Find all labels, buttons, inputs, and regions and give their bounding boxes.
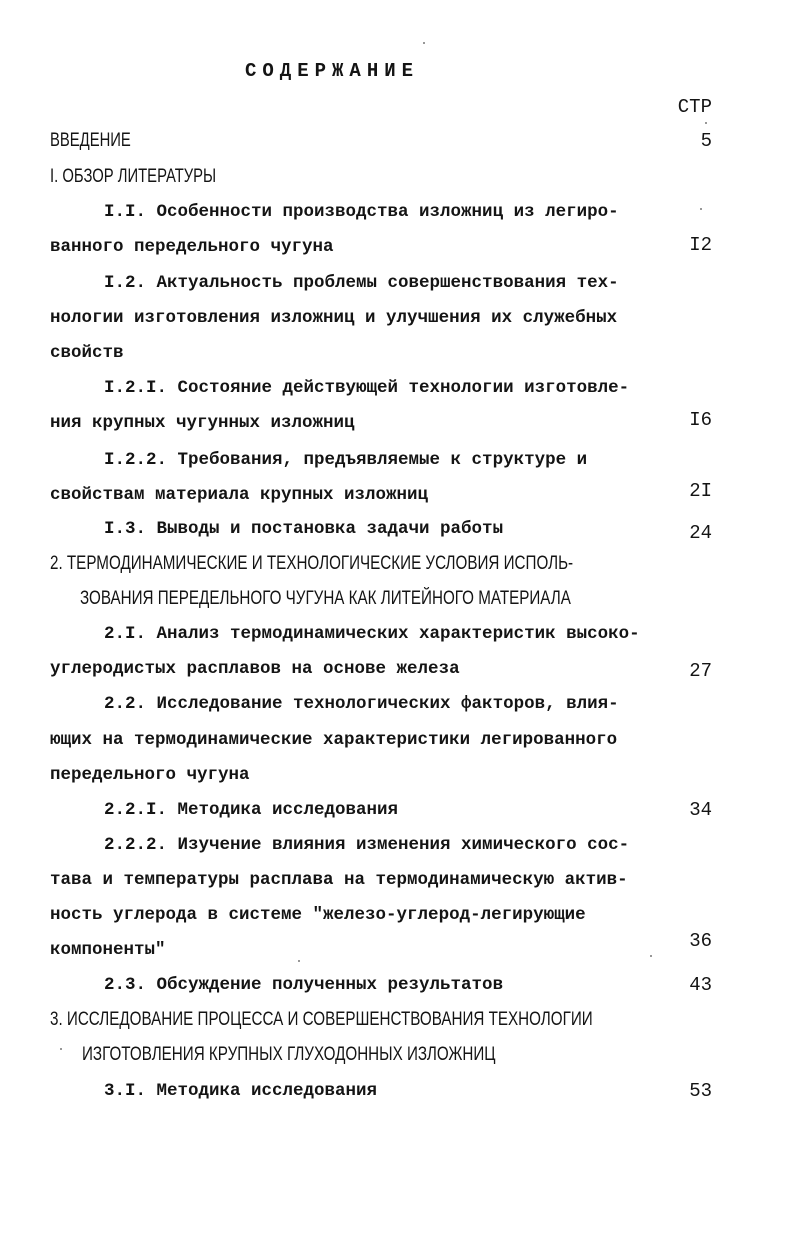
toc-page-number: 2I — [689, 480, 712, 502]
scan-speck — [650, 955, 652, 957]
toc-page-number: I6 — [689, 409, 712, 431]
scan-speck — [60, 1048, 62, 1050]
toc-entry-1-1-line-2: ванного передельного чугуна — [50, 237, 334, 257]
toc-entry-1-1-line-1: I.I. Особенности производства изложниц из легиро- — [104, 202, 619, 222]
toc-title: СОДЕРЖАНИЕ — [245, 60, 420, 82]
toc-entry-1-3: I.3. Выводы и постановка задачи работы — [104, 519, 504, 539]
toc-entry-1-2-line-1: I.2. Актуальность проблемы совершенствования тех- — [104, 273, 619, 293]
toc-entry-3-1: 3.I. Методика исследования — [104, 1081, 378, 1101]
scan-speck — [700, 208, 702, 210]
toc-entry-2-2-line-2: ющих на термодинамические характеристики легированного — [50, 730, 618, 750]
toc-page-number: 36 — [689, 930, 712, 952]
toc-page-number: 53 — [689, 1080, 712, 1102]
toc-entry-2-2-1: 2.2.I. Методика исследования — [104, 800, 399, 820]
toc-entry-2-2-2-line-4: компоненты" — [50, 940, 166, 960]
toc-entry-2-1-line-1: 2.I. Анализ термодинамических характеристик высоко- — [104, 624, 640, 644]
toc-page-number: 5 — [700, 130, 712, 152]
toc-chapter-2-line-1: 2. ТЕРМОДИНАМИЧЕСКИЕ И ТЕХНОЛОГИЧЕСКИЕ УСЛОВИЯ ИСПОЛЬ- — [50, 553, 574, 574]
scan-speck — [298, 960, 300, 962]
toc-chapter-2-line-2: ЗОВАНИЯ ПЕРЕДЕЛЬНОГО ЧУГУНА КАК ЛИТЕЙНОГО МАТЕРИАЛА — [80, 588, 571, 609]
toc-page-number: 27 — [689, 660, 712, 682]
toc-entry-1-2-1-line-2: ния крупных чугунных изложниц — [50, 413, 355, 433]
toc-entry-introduction: ВВЕДЕНИЕ — [50, 130, 131, 151]
toc-entry-1-2-2-line-2: свойствам материала крупных изложниц — [50, 485, 429, 505]
toc-page-number: 34 — [689, 799, 712, 821]
toc-entry-2-2-line-1: 2.2. Исследование технологических факторов, влия- — [104, 694, 619, 714]
scan-speck — [423, 42, 425, 44]
toc-entry-2-3: 2.3. Обсуждение полученных результатов — [104, 975, 504, 995]
toc-chapter-3-line-1: 3. ИССЛЕДОВАНИЕ ПРОЦЕССА И СОВЕРШЕНСТВОВАНИЯ ТЕХНОЛОГИИ — [50, 1009, 593, 1030]
toc-entry-2-2-2-line-2: тава и температуры расплава на термодинамическую актив- — [50, 870, 628, 890]
toc-page-number: I2 — [689, 234, 712, 256]
toc-entry-1-2-line-2: нологии изготовления изложниц и улучшения их служебных — [50, 308, 618, 328]
toc-entry-2-2-2-line-1: 2.2.2. Изучение влияния изменения химического сос- — [104, 835, 630, 855]
toc-page-number: 43 — [689, 974, 712, 996]
toc-entry-2-2-line-3: передельного чугуна — [50, 765, 250, 785]
toc-entry-1-2-2-line-1: I.2.2. Требования, предъявляемые к структуре и — [104, 450, 588, 470]
toc-page-number: 24 — [689, 522, 712, 544]
page-column-header: СТР — [677, 96, 712, 118]
toc-entry-2-2-2-line-3: ность углерода в системе "железо-углерод-легирующие — [50, 905, 586, 925]
scan-speck — [705, 122, 707, 124]
toc-entry-1-2-1-line-1: I.2.I. Состояние действующей технологии изготовле- — [104, 378, 630, 398]
toc-entry-2-1-line-2: углеродистых расплавов на основе железа — [50, 659, 460, 679]
toc-chapter-1: I. ОБЗОР ЛИТЕРАТУРЫ — [50, 166, 217, 187]
toc-entry-1-2-line-3: свойств — [50, 343, 124, 363]
toc-chapter-3-line-2: ИЗГОТОВЛЕНИЯ КРУПНЫХ ГЛУХОДОННЫХ ИЗЛОЖНИЦ — [82, 1044, 496, 1065]
